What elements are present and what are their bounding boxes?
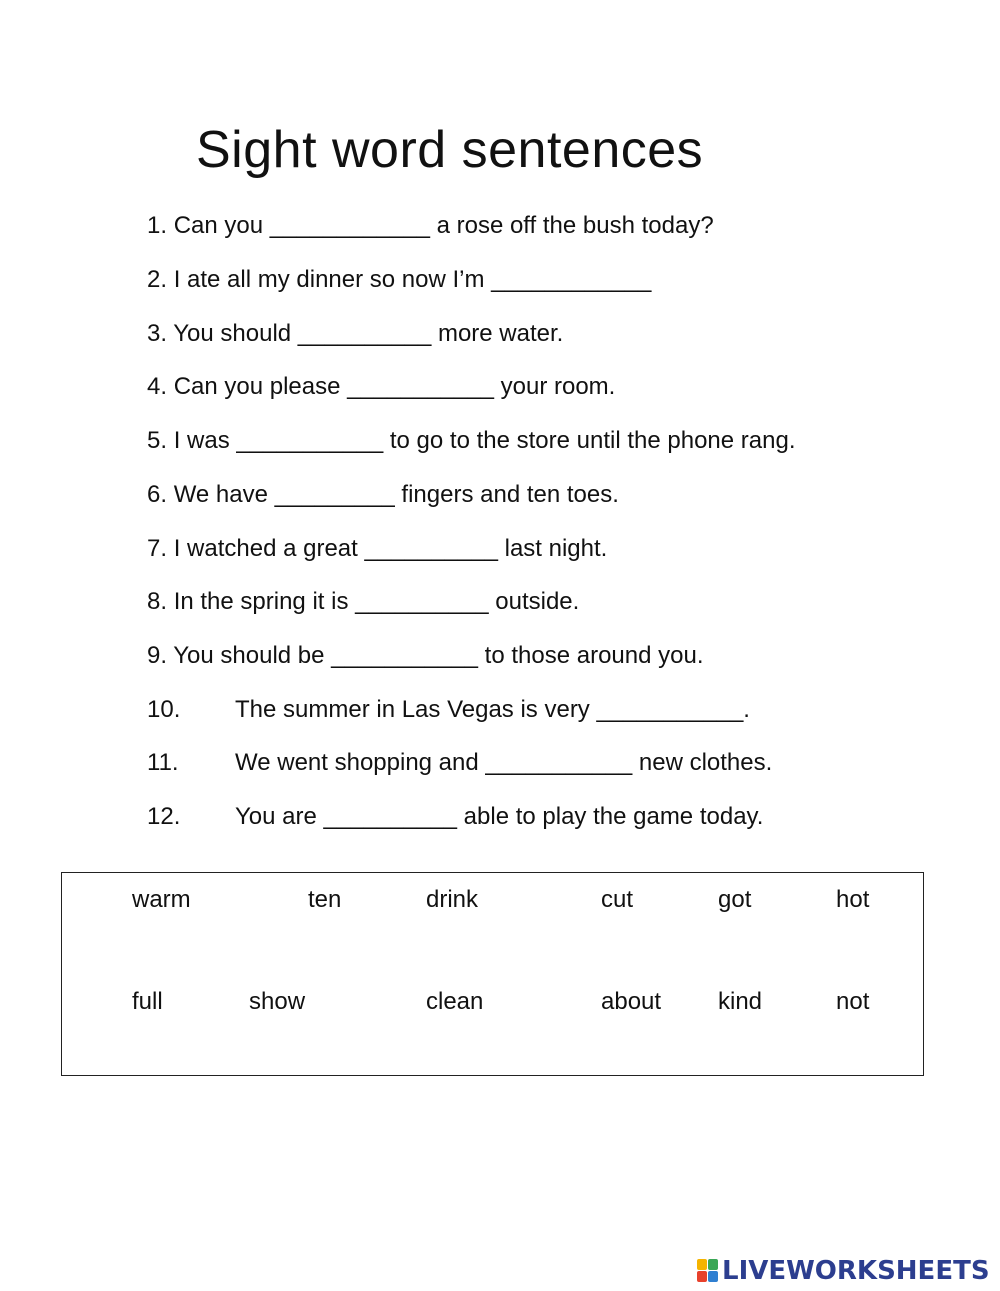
sentence-number: 9. <box>147 642 168 669</box>
word-bank-box <box>61 872 924 1076</box>
sentence-item <box>147 480 619 510</box>
sentence-text: We went shopping and ___________ new clothes. <box>235 749 773 776</box>
sentence-number: 7. <box>147 535 168 562</box>
liveworksheets-logo-icon <box>697 1259 719 1283</box>
word-bank-word: kind <box>718 988 763 1015</box>
sentence-item <box>147 802 763 832</box>
sentence-text: In the spring it is __________ outside. <box>173 588 580 615</box>
sentence-item <box>147 426 795 456</box>
sentence-item <box>147 372 615 402</box>
liveworksheets-logo <box>697 1254 990 1288</box>
word-bank-word: cut <box>601 886 634 913</box>
word-bank-word: about <box>601 988 662 1015</box>
sentence-number: 8. <box>147 588 168 615</box>
sentence-text: I ate all my dinner so now I’m ____________ <box>173 266 652 293</box>
sentence-number: 11. <box>147 749 179 776</box>
word-bank-word: ten <box>308 886 342 913</box>
word-bank-word: clean <box>426 988 484 1015</box>
sentence-item <box>147 695 750 725</box>
word-bank-word: drink <box>426 886 479 913</box>
sentence-text: I watched a great __________ last night. <box>173 535 608 562</box>
sentence-number: 10. <box>147 696 181 723</box>
sentence-item <box>147 587 579 617</box>
sentence-text: The summer in Las Vegas is very ___________. <box>235 696 750 723</box>
sentence-item <box>147 265 651 295</box>
sentence-item <box>147 641 704 671</box>
sentence-item <box>147 534 607 564</box>
sentence-item <box>147 211 714 241</box>
word-bank-word: not <box>836 988 870 1015</box>
sentence-number: 3. <box>147 320 168 347</box>
sentence-text: You should __________ more water. <box>173 320 564 347</box>
sentence-number: 12. <box>147 803 181 830</box>
word-bank-word: warm <box>132 886 191 913</box>
sentence-text: I was ___________ to go to the store until the phone rang. <box>173 427 796 454</box>
word-bank-word: got <box>718 886 752 913</box>
sentence-text: Can you please ___________ your room. <box>173 373 616 400</box>
sentence-number: 6. <box>147 481 168 508</box>
sentence-item <box>147 748 772 778</box>
sentence-number: 5. <box>147 427 168 454</box>
word-bank-word: hot <box>836 886 870 913</box>
sentence-number: 1. <box>147 212 168 239</box>
sentence-text: You should be ___________ to those around you. <box>173 642 704 669</box>
word-bank-word: full <box>132 988 163 1015</box>
logo-wordmark: LIVEWORKSHEETS <box>722 1256 990 1286</box>
word-bank-word: show <box>249 988 306 1015</box>
sentence-number: 4. <box>147 373 168 400</box>
sentence-text: Can you ____________ a rose off the bush today? <box>173 212 714 239</box>
worksheet-title: Sight word sentences <box>196 121 704 179</box>
sentence-number: 2. <box>147 266 168 293</box>
sentence-text: We have _________ fingers and ten toes. <box>173 481 619 508</box>
sentence-item <box>147 319 563 349</box>
sentence-text: You are __________ able to play the game today. <box>235 803 764 830</box>
